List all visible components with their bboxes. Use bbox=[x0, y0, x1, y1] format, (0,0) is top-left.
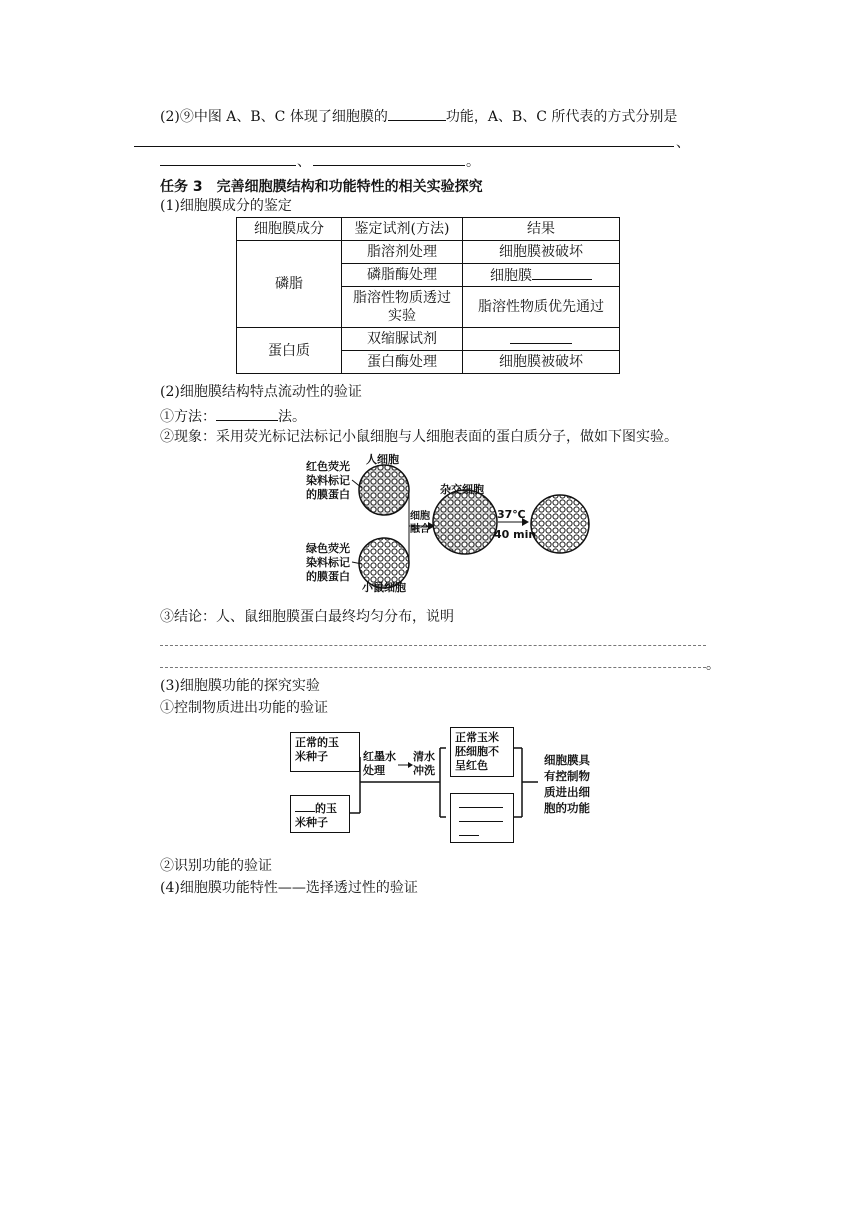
sub1-heading: (1)细胞膜成分的鉴定 bbox=[160, 198, 292, 214]
hybrid-cell-label: 杂交细胞 bbox=[440, 483, 484, 496]
human-cell-label: 人细胞 bbox=[366, 453, 399, 466]
conclusion-end: 。 bbox=[706, 657, 720, 673]
cell-result: 细胞膜被破坏 bbox=[463, 351, 620, 374]
q2-comma: 、 bbox=[676, 135, 690, 151]
th-method: 鉴定试剂(方法) bbox=[342, 218, 463, 241]
cell-method-two-line: 脂溶性物质透过 实验 bbox=[342, 287, 463, 328]
cell-method: 蛋白酶处理 bbox=[342, 351, 463, 374]
result2-box bbox=[450, 793, 514, 843]
answer-blank[interactable] bbox=[459, 821, 503, 822]
cell-result: 脂溶性物质优先通过 bbox=[463, 287, 620, 328]
cell-method: 脂溶剂处理 bbox=[342, 241, 463, 264]
sub3-heading: (3)细胞膜功能的探究实验 bbox=[160, 678, 320, 694]
answer-blank[interactable] bbox=[388, 106, 446, 121]
green-label: 绿色荧光 染料标记 的膜蛋白 bbox=[306, 542, 350, 583]
time-label: 40 min bbox=[494, 528, 537, 541]
answer-blank[interactable] bbox=[216, 406, 278, 421]
answer-dotted-line[interactable] bbox=[160, 667, 706, 668]
fuse-label: 细胞 融合 bbox=[410, 511, 430, 535]
red-label: 红色荧光 染料标记 的膜蛋白 bbox=[306, 460, 350, 501]
temp-label: 37℃ bbox=[497, 508, 526, 521]
answer-blank[interactable] bbox=[459, 807, 503, 808]
q2-middle: 功能，A、B、C 所代表的方式分别是 bbox=[445, 109, 678, 125]
ink-label: 红墨水 处理 bbox=[363, 750, 396, 777]
result1-label: 正常玉米 胚细胞不 呈红色 bbox=[455, 731, 499, 772]
answer-blank[interactable] bbox=[313, 165, 465, 166]
corn-conclusion-label: 细胞膜具 有控制物 质进出细 胞的功能 bbox=[544, 753, 590, 815]
answer-blank-long[interactable] bbox=[134, 146, 674, 147]
answer-blank[interactable] bbox=[160, 165, 296, 166]
answer-blank[interactable] bbox=[510, 329, 572, 344]
q2-prefix: (2)⑨中图 A、B、C 体现了细胞膜的 bbox=[160, 109, 388, 125]
q2-end: 。 bbox=[466, 154, 480, 170]
task3-title: 任务 3 完善细胞膜结构和功能特性的相关实验探究 bbox=[160, 179, 483, 195]
sub2-heading: (2)细胞膜结构特点流动性的验证 bbox=[160, 384, 362, 400]
blank-seed-label: 的玉 米种子 bbox=[295, 799, 337, 830]
control-heading: ①控制物质进出功能的验证 bbox=[160, 700, 328, 716]
cell-phospholipid: 磷脂 bbox=[237, 241, 342, 328]
th-result: 结果 bbox=[463, 218, 620, 241]
phenomenon-text: ②现象：采用荧光标记法标记小鼠细胞与人细胞表面的蛋白质分子，做如下图实验。 bbox=[160, 429, 678, 445]
result1-box bbox=[450, 727, 514, 777]
cell-method: 双缩脲试剂 bbox=[342, 328, 463, 351]
cell-method: 磷脂酶处理 bbox=[342, 264, 463, 287]
cell-protein: 蛋白质 bbox=[237, 328, 342, 374]
q2-sep: 、 bbox=[297, 154, 311, 170]
normal-seed-box bbox=[290, 732, 360, 772]
identification-table bbox=[236, 217, 620, 374]
cell-result-blank: 细胞膜 bbox=[463, 264, 620, 287]
cell-result-blank bbox=[463, 328, 620, 351]
sub4-heading: (4)细胞膜功能特性——选择透过性的验证 bbox=[160, 880, 418, 896]
final-cell-shape bbox=[531, 495, 589, 553]
answer-blank[interactable] bbox=[459, 835, 479, 836]
q2-line bbox=[160, 106, 677, 126]
conclusion-text: ③结论：人、鼠细胞膜蛋白最终均匀分布，说明 bbox=[160, 609, 454, 625]
blank-seed-box bbox=[290, 795, 350, 833]
th-component: 细胞膜成分 bbox=[237, 218, 342, 241]
answer-blank[interactable] bbox=[295, 799, 315, 812]
human-cell-shape bbox=[359, 465, 409, 515]
cell-result: 细胞膜被破坏 bbox=[463, 241, 620, 264]
recognize-heading: ②识别功能的验证 bbox=[160, 858, 272, 874]
answer-dotted-line[interactable] bbox=[160, 645, 706, 646]
answer-blank[interactable] bbox=[532, 265, 592, 280]
mouse-cell-label: 小鼠细胞 bbox=[362, 581, 406, 594]
rinse-label: 清水 冲洗 bbox=[413, 750, 435, 777]
normal-seed-label: 正常的玉 米种子 bbox=[295, 736, 339, 763]
hybrid-cell-shape bbox=[433, 490, 497, 554]
method-line: ①方法： 法。 bbox=[160, 406, 306, 426]
